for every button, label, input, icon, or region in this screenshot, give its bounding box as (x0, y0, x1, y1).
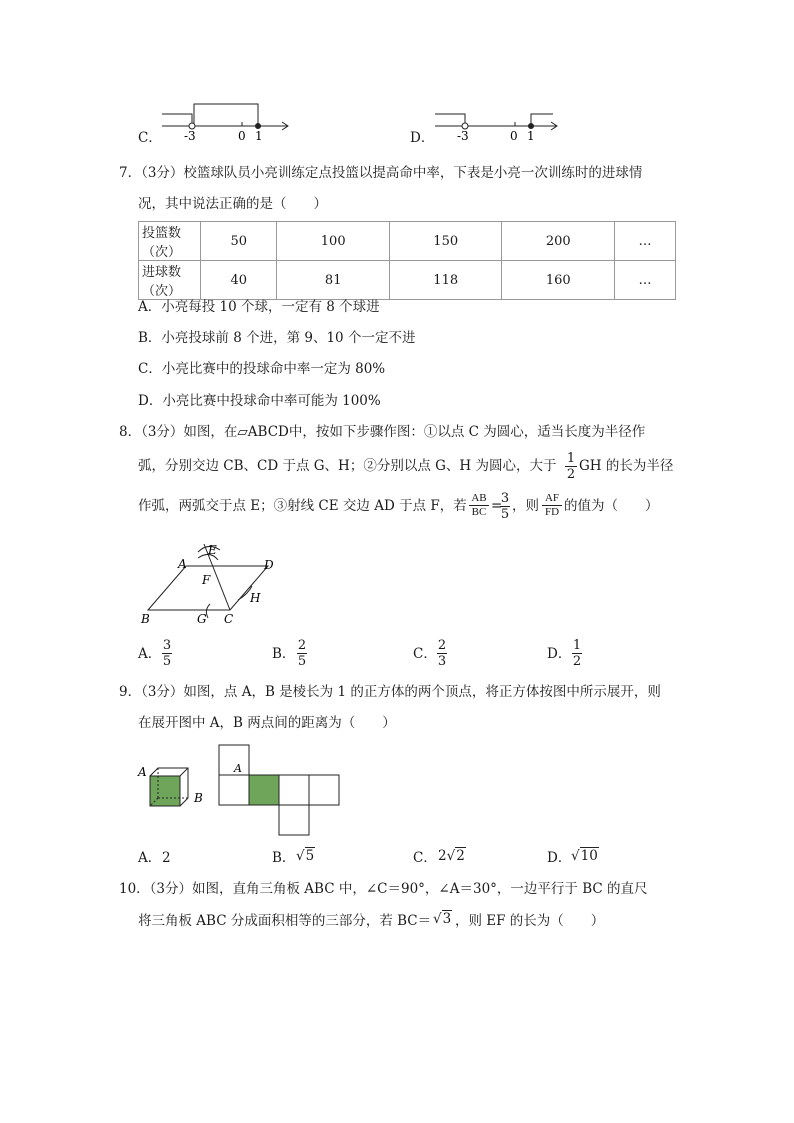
q6-option-d-label: D． (410, 130, 435, 146)
q10-stem-line1: 10．（3分）如图，直角三角板 ABC 中，∠C＝90°，∠A＝30°，一边平行于 BC 的直尺 (119, 881, 648, 897)
table-cell: 100 (277, 222, 390, 261)
table-row (139, 261, 676, 300)
q8-option-b-label[interactable]: B． (272, 646, 296, 662)
svg-text:E: E (208, 543, 217, 557)
half-fraction: 1 2 (566, 451, 576, 482)
q9-option-d-sqrt: √10 (571, 848, 598, 864)
q8-option-d-label[interactable]: D． (547, 646, 572, 662)
q6-number-line-d (425, 98, 565, 142)
table-cell: … (614, 222, 675, 261)
svg-text:A: A (178, 557, 187, 571)
tick-0: 0 (510, 129, 518, 142)
table-cell: 40 (201, 261, 277, 300)
svg-text:A: A (138, 765, 147, 779)
svg-text:D: D (264, 558, 274, 572)
row-header: 投篮数（次） (139, 222, 201, 261)
table-cell: 150 (389, 222, 502, 261)
svg-text:A: A (234, 762, 242, 775)
table-cell: … (614, 261, 675, 300)
q9-stem-line1: 9．（3分）如图，点 A，B 是棱长为 1 的正方体的两个顶点，将正方体按图中所示展开，则 (119, 684, 661, 700)
q9-cube-figure (136, 760, 216, 812)
tick-1: 1 (527, 129, 535, 142)
table-row (139, 222, 676, 261)
q6-option-c-label: C． (138, 130, 162, 146)
svg-text:F: F (202, 573, 211, 587)
q8-option-a-label[interactable]: A． (138, 646, 162, 662)
q10-stem-line2b: ，则 EF 的长为（ ） (455, 913, 605, 929)
q10-sqrt3: √3 (433, 911, 452, 927)
q9-cube-net-figure (218, 744, 344, 836)
table-cell: 81 (277, 261, 390, 300)
three-fifths-fraction: 3 5 (500, 491, 510, 522)
q8-stem-line2b: GH 的长为半径 (579, 458, 674, 474)
svg-text:B: B (141, 612, 150, 626)
q8-stem-line3a: 作弧，两弧交于点 E；③射线 CE 交边 AD 于点 F，若 (138, 498, 467, 514)
svg-text:B: B (194, 791, 203, 805)
q9-option-b-label[interactable]: B． (272, 850, 296, 866)
q7-option-a[interactable]: A．小亮每投 10 个球，一定有 8 个球进 (138, 299, 380, 315)
svg-text:G: G (197, 612, 207, 626)
q8-stem-line1: 8．（3分）如图，在▱ABCD中，按如下步骤作图：①以点 C 为圆心，适当长度为半径作 (119, 424, 646, 440)
tick-0: 0 (238, 129, 246, 142)
q9-stem-line2: 在展开图中 A，B 两点间的距离为（ ） (138, 715, 396, 731)
tick-neg3: -3 (457, 129, 469, 142)
table-cell: 160 (502, 261, 615, 300)
tick-1: 1 (255, 129, 263, 142)
q7-option-d[interactable]: D．小亮比赛中投球命中率可能为 100% (138, 393, 381, 409)
q8-stem-line2a: 弧，分别交边 CB、CD 于点 G、H；②分别以点 G、H 为圆心，大于 (138, 458, 557, 474)
q9-option-d-label[interactable]: D． (547, 850, 572, 866)
q8-option-c-label[interactable]: C． (413, 646, 437, 662)
q9-option-c-sqrt: 2√2 (438, 848, 465, 864)
q7-data-table (138, 221, 676, 300)
q9-option-a-value: 2 (162, 850, 171, 866)
svg-text:C: C (224, 612, 234, 626)
q9-option-a-label[interactable]: A． (138, 850, 162, 866)
q8-parallelogram-figure (138, 538, 288, 630)
q7-stem-line2: 况，其中说法正确的是（ ） (138, 196, 327, 212)
q8-option-b-fraction: 2 5 (297, 638, 307, 669)
table-cell: 118 (389, 261, 502, 300)
ab-bc-fraction: AB BC (469, 493, 489, 518)
q8-stem-line3b: ，则 (512, 498, 539, 514)
tick-neg3: -3 (184, 129, 196, 142)
q6-number-line-c (150, 98, 300, 142)
row-header: 进球数（次） (139, 261, 201, 300)
table-cell: 50 (201, 222, 277, 261)
af-fd-fraction: AF FD (542, 493, 562, 518)
q9-option-c-label[interactable]: C． (413, 850, 437, 866)
equals-sign: = (491, 498, 503, 514)
q9-option-b-sqrt: √5 (296, 848, 315, 864)
q8-stem-line3c: 的值为（ ） (564, 498, 659, 514)
q8-option-a-fraction: 3 5 (162, 638, 172, 669)
q7-option-c[interactable]: C．小亮比赛中的投球命中率一定为 80% (138, 361, 386, 377)
q7-option-b[interactable]: B．小亮投球前 8 个进，第 9、10 个一定不进 (138, 330, 416, 346)
svg-text:H: H (250, 591, 261, 605)
q8-option-d-fraction: 1 2 (572, 638, 582, 669)
q10-stem-line2a: 将三角板 ABC 分成面积相等的三部分，若 BC＝ (138, 913, 432, 929)
q7-stem-line1: 7．（3分）校篮球队员小亮训练定点投篮以提高命中率，下表是小亮一次训练时的进球情 (119, 165, 643, 181)
table-cell: 200 (502, 222, 615, 261)
q8-option-c-fraction: 2 3 (437, 638, 447, 669)
